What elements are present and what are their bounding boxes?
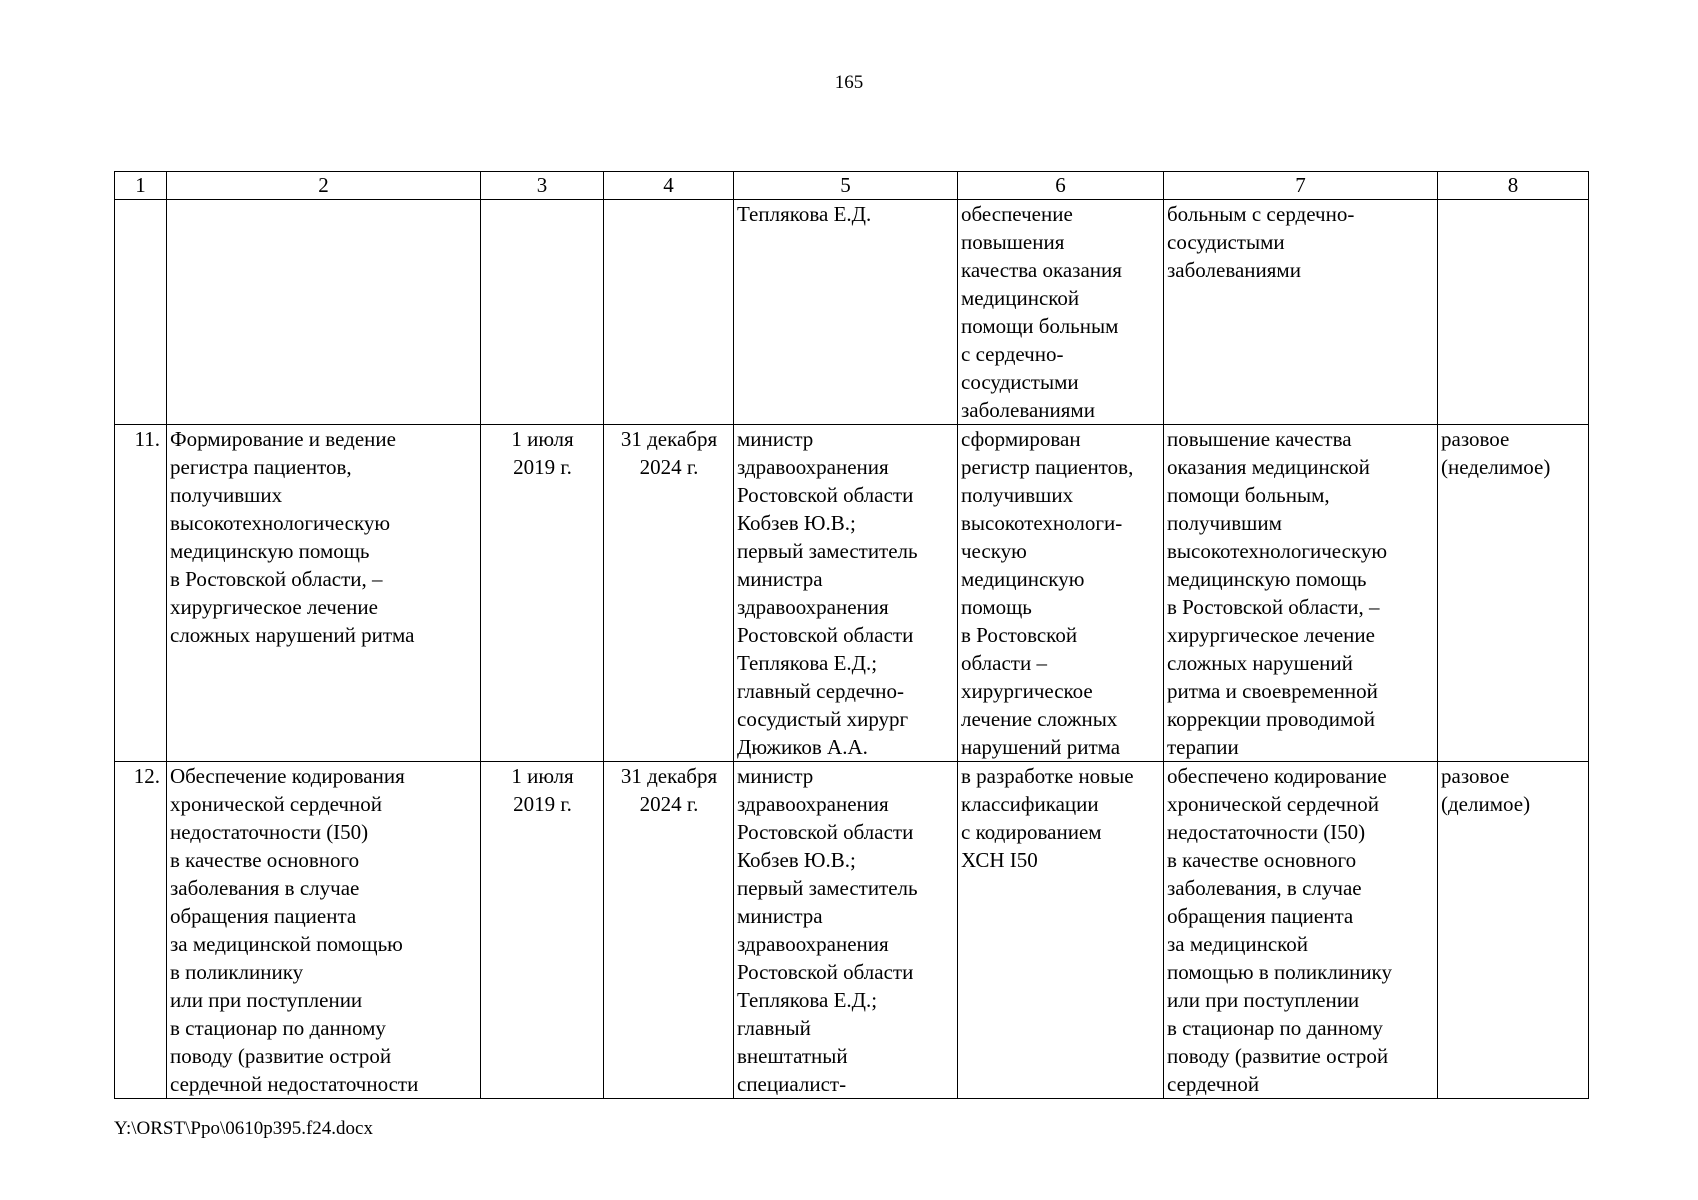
cell-text-line: Теплякова Е.Д. — [737, 202, 872, 226]
cell-text-line: с сердечно- — [961, 342, 1064, 366]
cell-text-line: помощью в поликлинику — [1167, 960, 1392, 984]
cell-text-line: министра — [737, 567, 823, 591]
cell-text-line: обращения пациента — [170, 904, 357, 928]
cell-text-line: первый заместитель — [737, 876, 918, 900]
cell-text-line: 2024 г. — [639, 455, 699, 479]
header-row — [115, 172, 1589, 200]
document-table — [114, 171, 1589, 1099]
cell-text-line: 2019 г. — [513, 455, 572, 479]
table-row — [115, 200, 1589, 425]
cell-text-line: (делимое) — [1441, 792, 1531, 816]
cell-text-line: регистр пациентов, — [961, 455, 1134, 479]
cell-text-line: разовое — [1441, 427, 1510, 451]
cell-text-line: в стационар по данному — [1167, 1016, 1383, 1040]
cell-text-line: сердечной — [1167, 1072, 1260, 1096]
header-cell: 2 — [167, 172, 481, 200]
effect-cell — [1164, 762, 1438, 1099]
responsible-cell — [734, 425, 958, 762]
cell-text-line: в стационар по данному — [170, 1016, 386, 1040]
cell-text-line: или при поступлении — [1167, 988, 1360, 1012]
cell-text-line: в Ростовской — [961, 623, 1078, 647]
cell-text-line: заболеваниями — [961, 398, 1095, 422]
header-cell: 8 — [1438, 172, 1589, 200]
cell-text-line: специалист- — [737, 1072, 847, 1096]
cell-text-line: 2019 г. — [513, 792, 572, 816]
cell-text-line: недостаточности (I50) — [170, 820, 369, 844]
header-cell: 6 — [958, 172, 1164, 200]
header-cell: 4 — [604, 172, 734, 200]
cell-text-line: оказания медицинской — [1167, 455, 1370, 479]
result-cell — [958, 200, 1164, 425]
cell-text-line: сосудистыми — [1167, 230, 1285, 254]
cell-text-line: заболевания, в случае — [1167, 876, 1362, 900]
cell-text-line: ческую — [961, 539, 1027, 563]
cell-text-line: Ростовской области — [737, 483, 914, 507]
cell-text-line: обеспечено кодирование — [1167, 764, 1387, 788]
cell-text-line: здравоохранения — [737, 595, 889, 619]
cell-text-line: ХСН I50 — [961, 848, 1038, 872]
row-number-cell: 11. — [115, 425, 167, 762]
cell-text-line: министр — [737, 764, 814, 788]
type-cell — [1438, 200, 1589, 425]
cell-text-line: в качестве основного — [1167, 848, 1357, 872]
cell-text-line: с кодированием — [961, 820, 1102, 844]
responsible-cell — [734, 762, 958, 1099]
cell-text-line: терапии — [1167, 735, 1239, 759]
cell-text-line: Кобзев Ю.В.; — [737, 848, 856, 872]
cell-text-line: за медицинской — [1167, 932, 1309, 956]
table-row — [115, 425, 1589, 762]
cell-text-line: нарушений ритма — [961, 735, 1121, 759]
cell-text-line: помощь — [961, 595, 1032, 619]
cell-text-line: медицинскую помощь — [1167, 567, 1367, 591]
measure-name-cell — [167, 762, 481, 1099]
result-cell — [958, 425, 1164, 762]
row-number-cell: 12. — [115, 762, 167, 1099]
header-cell: 3 — [481, 172, 604, 200]
type-cell — [1438, 425, 1589, 762]
cell-text-line: сформирован — [961, 427, 1081, 451]
measure-name-cell — [167, 425, 481, 762]
cell-text-line: 1 июля — [511, 764, 574, 788]
cell-text-line: помощи больным — [961, 314, 1119, 338]
row-number-cell — [115, 200, 167, 425]
cell-text-line: качества оказания — [961, 258, 1122, 282]
end-date-cell — [604, 425, 734, 762]
cell-text-line: разовое — [1441, 764, 1510, 788]
cell-text-line: за медицинской помощью — [170, 932, 403, 956]
responsible-cell — [734, 200, 958, 425]
cell-text-line: хирургическое лечение — [1167, 623, 1375, 647]
cell-text-line: ритма и своевременной — [1167, 679, 1378, 703]
cell-text-line: повышение качества — [1167, 427, 1352, 451]
measure-name-cell — [167, 200, 481, 425]
effect-cell — [1164, 425, 1438, 762]
cell-text-line: Кобзев Ю.В.; — [737, 511, 856, 535]
cell-text-line: в Ростовской области, – — [1167, 595, 1380, 619]
cell-text-line: министр — [737, 427, 814, 451]
cell-text-line: здравоохранения — [737, 792, 889, 816]
cell-text-line: сердечной недостаточности — [170, 1072, 419, 1096]
cell-text-line: хирургическое — [961, 679, 1093, 703]
cell-text-line: медицинской — [961, 286, 1080, 310]
cell-text-line: сосудистый хирург — [737, 707, 909, 731]
cell-text-line: 2024 г. — [639, 792, 699, 816]
cell-text-line: Ростовской области — [737, 820, 914, 844]
cell-text-line: первый заместитель — [737, 539, 918, 563]
cell-text-line: главный — [737, 1016, 811, 1040]
cell-text-line: Формирование и ведение — [170, 427, 396, 451]
cell-text-line: Ростовской области — [737, 960, 914, 984]
cell-text-line: обращения пациента — [1167, 904, 1354, 928]
cell-text-line: внештатный — [737, 1044, 848, 1068]
cell-text-line: или при поступлении — [170, 988, 363, 1012]
cell-text-line: в поликлинику — [170, 960, 304, 984]
cell-text-line: поводу (развитие острой — [170, 1044, 392, 1068]
cell-text-line: хирургическое лечение — [170, 595, 378, 619]
cell-text-line: медицинскую — [961, 567, 1085, 591]
header-cell: 7 — [1164, 172, 1438, 200]
cell-text-line: помощи больным, — [1167, 483, 1330, 507]
cell-text-line: 1 июля — [511, 427, 574, 451]
cell-text-line: хронической сердечной — [1167, 792, 1379, 816]
cell-text-line: Обеспечение кодирования — [170, 764, 405, 788]
cell-text-line: высокотехнологическую — [170, 511, 391, 535]
cell-text-line: Ростовской области — [737, 623, 914, 647]
cell-text-line: получившим — [1167, 511, 1282, 535]
cell-text-line: области – — [961, 651, 1047, 675]
cell-text-line: лечение сложных — [961, 707, 1118, 731]
cell-text-line: 31 декабря — [620, 427, 718, 451]
table-body — [115, 200, 1589, 1099]
cell-text-line: коррекции проводимой — [1167, 707, 1375, 731]
file-path-footer: Y:\ORST\Ppo\0610p395.f24.docx — [114, 1118, 373, 1139]
header-cell: 5 — [734, 172, 958, 200]
cell-text-line: повышения — [961, 230, 1065, 254]
cell-text-line: высокотехнологи- — [961, 511, 1123, 535]
page-number: 165 — [834, 72, 864, 93]
cell-text-line: в качестве основного — [170, 848, 360, 872]
cell-text-line: высокотехнологическую — [1167, 539, 1388, 563]
cell-text-line: Дюжиков А.А. — [737, 735, 868, 759]
cell-text-line: сложных нарушений — [1167, 651, 1353, 675]
cell-text-line: поводу (развитие острой — [1167, 1044, 1389, 1068]
cell-text-line: классификации — [961, 792, 1099, 816]
cell-text-line: в разработке новые — [961, 764, 1134, 788]
end-date-cell — [604, 762, 734, 1099]
header-cell: 1 — [115, 172, 167, 200]
type-cell — [1438, 762, 1589, 1099]
cell-text-line: медицинскую помощь — [170, 539, 370, 563]
cell-text-line: получивших — [170, 483, 283, 507]
cell-text-line: получивших — [961, 483, 1074, 507]
cell-text-line: здравоохранения — [737, 455, 889, 479]
cell-text-line: 31 декабря — [620, 764, 718, 788]
cell-text-line: регистра пациентов, — [170, 455, 352, 479]
cell-text-line: (неделимое) — [1441, 455, 1551, 479]
end-date-cell — [604, 200, 734, 425]
cell-text-line: хронической сердечной — [170, 792, 382, 816]
start-date-cell — [481, 200, 604, 425]
cell-text-line: министра — [737, 904, 823, 928]
cell-text-line: сложных нарушений ритма — [170, 623, 415, 647]
start-date-cell — [481, 425, 604, 762]
start-date-cell — [481, 762, 604, 1099]
cell-text-line: главный сердечно- — [737, 679, 904, 703]
cell-text-line: недостаточности (I50) — [1167, 820, 1366, 844]
cell-text-line: заболеваниями — [1167, 258, 1301, 282]
cell-text-line: заболевания в случае — [170, 876, 360, 900]
cell-text-line: обеспечение — [961, 202, 1073, 226]
table-row — [115, 762, 1589, 1099]
cell-text-line: здравоохранения — [737, 932, 889, 956]
cell-text-line: сосудистыми — [961, 370, 1079, 394]
cell-text-line: в Ростовской области, – — [170, 567, 383, 591]
cell-text-line: Теплякова Е.Д.; — [737, 651, 878, 675]
effect-cell — [1164, 200, 1438, 425]
cell-text-line: Теплякова Е.Д.; — [737, 988, 878, 1012]
result-cell — [958, 762, 1164, 1099]
cell-text-line: больным с сердечно- — [1167, 202, 1355, 226]
